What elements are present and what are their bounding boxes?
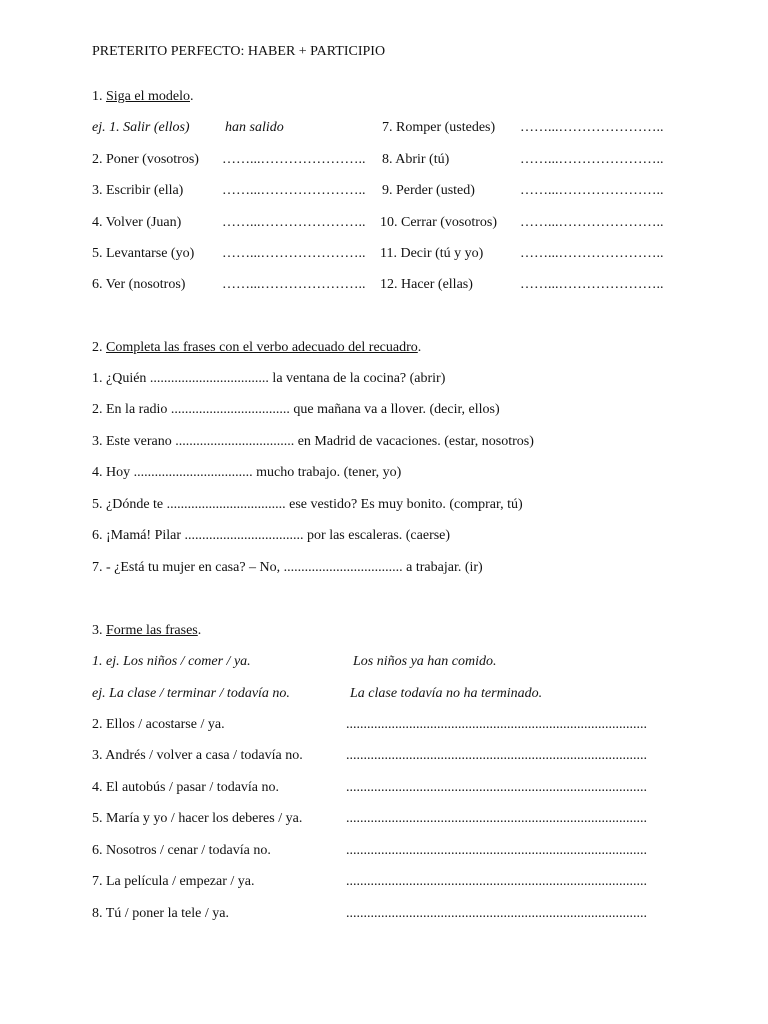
exercise-1-verb: 4. Volver (Juan) (92, 215, 182, 230)
exercise-2-sentence: 2. En la radio .................................. que mañana va a llover. (decir, ellos) (92, 402, 500, 417)
exercise-1-title: Siga el modelo (106, 89, 190, 104)
exercise-2-title: Completa las frases con el verbo adecuado del recuadro (106, 340, 418, 355)
exercise-3-blank: ...................................................................................... (346, 874, 647, 889)
exercise-2-sentence: 5. ¿Dónde te .................................. ese vestido? Es muy bonito. (comprar, tú) (92, 497, 523, 512)
exercise-3-heading-end: . (197, 623, 202, 638)
exercise-1-blank: ……...………………….. (520, 152, 664, 167)
exercise-1-verb: 5. Levantarse (yo) (92, 246, 195, 261)
page-title: PRETERITO PERFECTO: HABER + PARTICIPIO (92, 44, 386, 59)
exercise-3-title: Forme las frases (106, 623, 198, 638)
exercise-3-blank: ...................................................................................... (346, 906, 647, 921)
exercise-3-prompt: 6. Nosotros / cenar / todavía no. (92, 843, 271, 858)
exercise-1-blank: ……...………………….. (520, 277, 664, 292)
exercise-1-blank: ……...………………….. (520, 120, 664, 135)
exercise-2-sentence: 1. ¿Quién .................................. la ventana de la cocina? (abrir) (92, 371, 446, 386)
exercise-1-blank: ……...………………….. (520, 215, 664, 230)
exercise-1-number: 1. (92, 89, 106, 104)
exercise-3-blank: ...................................................................................... (346, 748, 647, 763)
exercise-1-blank: ……...………………….. (222, 215, 366, 230)
exercise-1-verb: 12. Hacer (ellas) (380, 277, 473, 292)
exercise-1-verb: 7. Romper (ustedes) (382, 120, 496, 135)
exercise-3-blank: ...................................................................................... (346, 811, 647, 826)
exercise-1-verb: 10. Cerrar (vosotros) (380, 215, 498, 230)
exercise-2-heading-end: . (417, 340, 422, 355)
exercise-3-example-prompt: 1. ej. Los niños / comer / ya. (92, 654, 251, 669)
exercise-1-verb: 2. Poner (vosotros) (92, 152, 199, 167)
exercise-2-sentence: 7. - ¿Está tu mujer en casa? – No, .................................. a trabajar. (ir) (92, 560, 483, 575)
exercise-3-example-answer: Los niños ya han comido. (353, 654, 497, 669)
exercise-3-prompt: 7. La película / empezar / ya. (92, 874, 255, 889)
exercise-1-verb: 3. Escribir (ella) (92, 183, 184, 198)
exercise-1-blank: ……...………………….. (520, 246, 664, 261)
exercise-1-verb: 9. Perder (usted) (382, 183, 475, 198)
exercise-3-prompt: 3. Andrés / volver a casa / todavía no. (92, 748, 303, 763)
exercise-3-example-answer: La clase todavía no ha terminado. (350, 686, 543, 701)
exercise-1-blank: ……...………………….. (222, 277, 366, 292)
exercise-2-sentence: 6. ¡Mamá! Pilar .................................. por las escaleras. (caerse) (92, 528, 451, 543)
exercise-1-verb: 8. Abrir (tú) (382, 152, 450, 167)
exercise-1-verb: 11. Decir (tú y yo) (380, 246, 484, 261)
exercise-3-blank: ...................................................................................... (346, 780, 647, 795)
exercise-1-example-verb: ej. 1. Salir (ellos) (92, 120, 190, 135)
exercise-3-blank: ...................................................................................... (346, 717, 647, 732)
exercise-1-blank: ……...………………….. (222, 152, 366, 167)
exercise-3-blank: ...................................................................................... (346, 843, 647, 858)
exercise-3-heading (92, 623, 201, 639)
exercise-3-prompt: 4. El autobús / pasar / todavía no. (92, 780, 280, 795)
exercise-1-heading-end: . (190, 89, 194, 104)
exercise-1-heading (92, 89, 194, 105)
exercise-3-prompt: 5. María y yo / hacer los deberes / ya. (92, 811, 303, 826)
exercise-3-prompt: 8. Tú / poner la tele / ya. (92, 906, 229, 921)
exercise-1-blank: ……...………………….. (520, 183, 664, 198)
exercise-1-blank: ……...………………….. (222, 183, 366, 198)
exercise-3-example-prompt: ej. La clase / terminar / todavía no. (92, 686, 290, 701)
exercise-2-sentence: 3. Este verano .................................. en Madrid de vacaciones. (estar, nosotros) (92, 434, 534, 449)
exercise-1-verb: 6. Ver (nosotros) (92, 277, 186, 292)
exercise-2-number: 2. (92, 340, 106, 355)
exercise-1-blank: ……...………………….. (222, 246, 366, 261)
exercise-2-heading (92, 340, 421, 356)
exercise-2-sentence: 4. Hoy .................................. mucho trabajo. (tener, yo) (92, 465, 402, 480)
exercise-1-example-answer: han salido (225, 120, 284, 135)
exercise-3-prompt: 2. Ellos / acostarse / ya. (92, 717, 225, 732)
exercise-3-number: 3. (92, 623, 106, 638)
